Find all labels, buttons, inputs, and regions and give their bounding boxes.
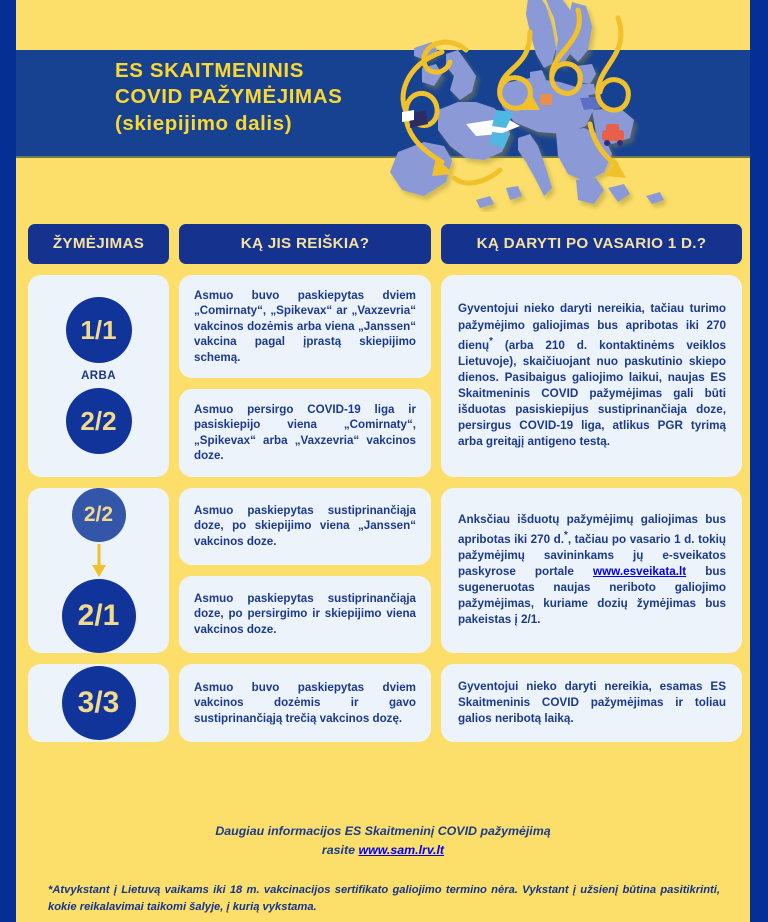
meaning-cell-row-2 (179, 488, 431, 653)
action-text: Gyventojui nieko daryti nereikia, esamas ES Skaitmeninis COVID pažymėjimas ir toliau galios neribotą laiką. (458, 679, 726, 725)
meaning-cell-row-1 (179, 275, 431, 477)
meaning-text: Asmuo persirgo COVID-19 liga ir pasiskiepijo viena „Comirnaty“, „Spikevax“ arba „Vaxzevria“ vakcinos doze. (194, 403, 416, 463)
header-zone (16, 0, 750, 212)
table-row (28, 488, 742, 653)
table-header-row (28, 224, 742, 264)
column-header-action: KĄ DARYTI PO VASARIO 1 D.? (441, 224, 742, 264)
marking-cell-row-2 (28, 488, 169, 653)
action-text (458, 301, 726, 450)
column-header-meaning: KĄ JIS REIŠKIA? (179, 224, 431, 264)
action-text-prefix: Gyventojui nieko daryti nereikia, tačiau turimo pažymėjimo galiojimas bus apribotas iki 270 dienų (458, 302, 726, 352)
meaning-text: Asmuo paskiepytas sustiprinančiąja doze, po skiepijimo viena „Janssen“ vakcinos doze. (194, 504, 416, 548)
meaning-text: Asmuo buvo paskiepytas dviem vakcinos dozėmis ir gavo sustiprinančiąją trečią vakcinos dozę. (194, 680, 416, 725)
meaning-text: Asmuo paskiepytas sustiprinančiąja doze, po persirgimo ir skiepijimo viena vakcinos doze. (194, 592, 416, 636)
action-text-suffix: bus sugeneruotas naujas neriboto galiojimo pažymėjimas, kuriame dozių žymėjimas bus pakeistas į 2/1. (458, 565, 726, 627)
action-text-suffix: (arba 210 d. kontaktinėms veiklos Lietuvoje), skaičiuojant nuo paskutinio skiepo dienos. Pasibaigus galiojimo laikui, naujas ES Skaitmeninis COVID pažymėjimas gali būti išduotas pasiskiepijus sustiprinančiaja doze, persirgus COVID-19 liga, atlikus PGR tyrimą arba greitąjį antigeno testą. (458, 338, 726, 449)
meaning-card (179, 576, 431, 653)
arrow-down-icon (89, 544, 109, 578)
meaning-card (179, 488, 431, 565)
action-text-mid: , tačiau po vasario 1 d. tokių pažymėjimų savininkams jų e-sveikatos paskyrose portale (458, 532, 726, 579)
marking-cell-row-3 (28, 664, 169, 742)
meaning-card (179, 275, 431, 378)
badge-2-2-previous: 2/2 (72, 488, 126, 542)
meaning-cell-row-3 (179, 664, 431, 742)
meaning-card (179, 389, 431, 477)
footer-line-2 (16, 841, 750, 860)
action-cell-row-2 (441, 488, 742, 653)
table-row (28, 275, 742, 477)
badge-1-1: 1/1 (66, 297, 132, 363)
action-cell-row-1 (441, 275, 742, 477)
action-text (458, 512, 726, 629)
footer-line-2-prefix: rasite (321, 843, 359, 857)
meaning-card (179, 664, 431, 742)
sam-lrv-link[interactable]: www.sam.lrv.lt (358, 843, 445, 857)
footer-line-1: Daugiau informacijos ES Skaitmeninį COVID pažymėjimą (215, 824, 551, 838)
footnote-marker: * (564, 529, 568, 541)
footer-note (16, 822, 750, 860)
esveikata-link[interactable]: www.esveikata.lt (593, 565, 687, 579)
title-line-2: COVID PAŽYMĖJIMAS (115, 85, 343, 108)
title-line-1: ES SKAITMENINIS (115, 59, 304, 82)
badge-2-1: 2/1 (62, 579, 136, 653)
badge-separator-arba: ARBA (81, 370, 116, 383)
title-line-3: (skiepijimo dalis) (115, 112, 293, 135)
badge-2-2: 2/2 (66, 388, 132, 454)
action-cell-row-3 (441, 664, 742, 742)
column-header-marking: ŽYMĖJIMAS (28, 224, 169, 264)
page-title (115, 58, 415, 138)
meaning-text: Asmuo buvo paskiepytas dviem „Comirnaty“, „Spikevax“ ar „Vaxzevria“ vakcinos dozėmis arba viena „Janssen“ vakcina pagal įprastą skiepijimo schemą. (194, 289, 416, 364)
footnote-marker: * (489, 335, 493, 347)
disclaimer-text: *Atvykstant į Lietuvą vaikams iki 18 m. vakcinacijos sertifikato galiojimo termino nėra. Vykstant į užsienį būtina pasitikrinti, kokie reikalavimai taikomi šalyje, į kurią vykstama. (16, 876, 750, 922)
action-text-prefix: Anksčiau išduotų pažymėjimų galiojimas bus apribotas iki 270 d. (458, 512, 726, 546)
badge-3-3: 3/3 (62, 666, 136, 740)
certificate-table (28, 224, 742, 742)
marking-cell-row-1 (28, 275, 169, 477)
table-row (28, 664, 742, 742)
